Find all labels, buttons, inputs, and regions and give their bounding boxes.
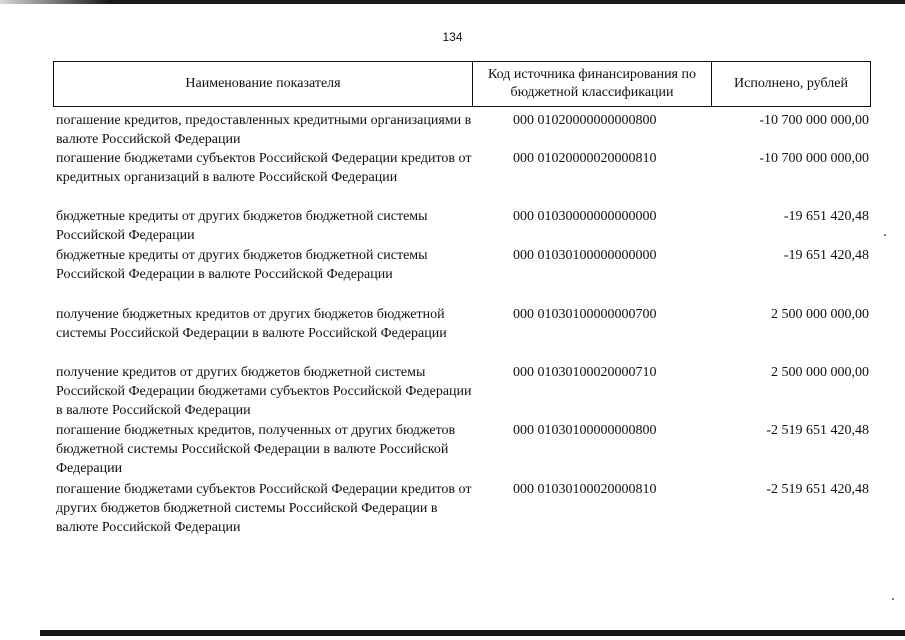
row-value: -19 651 420,48 [783, 209, 869, 224]
row-name: бюджетные кредиты от других бюджетов бюджетной системы Российской Федерации [56, 209, 428, 243]
row-code: 000 01030100020000810 [513, 482, 657, 497]
row-code: 000 01030000000000000 [513, 209, 657, 224]
header-code: Код источника финансирования по бюджетной классификации [473, 62, 712, 106]
row-value: 2 500 000 000,00 [771, 365, 869, 380]
scan-speck [884, 234, 886, 236]
row-name: получение кредитов от других бюджетов бюджетной системы Российской Федерации бюджетами субъектов Российской Федерации в валюте Российской Федерации [56, 365, 472, 418]
row-name: бюджетные кредиты от других бюджетов бюджетной системы Российской Федерации в валюте Российской Федерации [56, 248, 428, 282]
row-name: погашение бюджетами субъектов Российской Федерации кредитов от кредитных организаций в валюте Российской Федерации [56, 151, 472, 185]
row-value: -2 519 651 420,48 [766, 482, 869, 497]
header-name: Наименование показателя [54, 62, 473, 106]
row-value: 2 500 000 000,00 [771, 307, 869, 322]
scan-speck [892, 598, 894, 600]
row-value: -2 519 651 420,48 [766, 423, 869, 438]
scan-bottom-border [40, 630, 905, 636]
scan-top-border [0, 0, 905, 4]
row-code: 000 01030100020000710 [513, 365, 657, 380]
table-header [53, 61, 871, 107]
row-name: погашение кредитов, предоставленных кредитными организациями в валюте Российской Федерации [56, 113, 472, 147]
row-name: погашение бюджетных кредитов, полученных от других бюджетов бюджетной системы Российской Федерации в валюте Российской Федерации [56, 423, 456, 476]
page-number: 134 [442, 30, 463, 44]
row-value: -19 651 420,48 [783, 248, 869, 263]
row-code: 000 01030100000000800 [513, 423, 657, 438]
row-name: погашение бюджетами субъектов Российской Федерации кредитов от других бюджетов бюджетной системы Российской Федерации в валюте Российской Федерации [56, 482, 472, 535]
row-code: 000 01020000000000800 [513, 113, 657, 128]
row-code: 000 01030100000000700 [513, 307, 657, 322]
header-executed: Исполнено, рублей [734, 76, 848, 91]
row-name: получение бюджетных кредитов от других бюджетов бюджетной системы Российской Федерации в валюте Российской Федерации [56, 307, 447, 341]
row-code: 000 01030100000000000 [513, 248, 657, 263]
row-value: -10 700 000 000,00 [759, 113, 869, 128]
row-code: 000 01020000020000810 [513, 151, 657, 166]
row-value: -10 700 000 000,00 [759, 151, 869, 166]
